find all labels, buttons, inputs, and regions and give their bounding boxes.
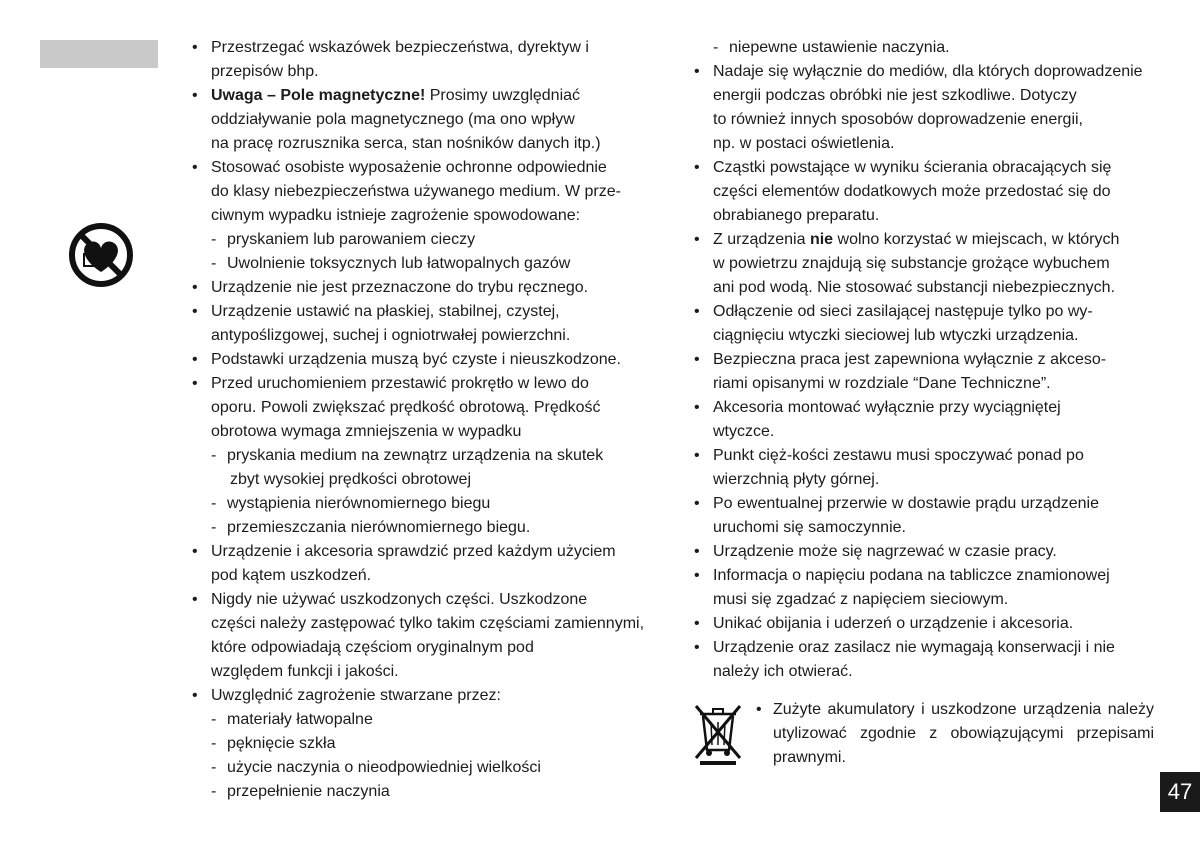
text-line: do klasy niebezpieczeństwa używanego medium. W prze- — [211, 183, 621, 200]
emphasis-nie: nie — [809, 231, 834, 248]
text-line: przepisów bhp. — [211, 63, 319, 80]
text-line: • Nigdy nie używać uszkodzonych części. Uszkodzone — [192, 588, 662, 612]
text-line: • Odłączenie od sieci zasilającej następuje tylko po wy- — [694, 300, 1164, 324]
text-line: - pryskania medium na zewnątrz urządzenia na skutek — [192, 444, 662, 468]
text-line: części należy zastępować tylko takim częściami zamiennymi, — [211, 615, 645, 632]
text-line: ciągnięciu wtyczki sieciowej lub wtyczki urządzenia. — [713, 327, 1079, 344]
text-line: riami opisanymi w rozdziale “Dane Techniczne”. — [713, 375, 1051, 392]
text-line: obrabianego preparatu. — [713, 207, 880, 224]
text-line: wierzchnią płyty górnej. — [713, 471, 880, 488]
text-line: • Urządzenie może się nagrzewać w czasie pracy. — [694, 540, 1164, 564]
text-line: • Urządzenie ustawić na płaskiej, stabilnej, czystej, — [192, 300, 662, 324]
text-line: • Unikać obijania i uderzeń o urządzenie i akcesoria. — [694, 612, 1164, 636]
text-line: należy ich otwierać. — [713, 663, 853, 680]
text-line: oddziaływanie pola magnetycznego (ma ono wpływ — [211, 111, 575, 128]
right-column — [694, 36, 1164, 684]
text-line: utylizować zgodnie z obowiązującymi przepisami — [773, 725, 1154, 742]
text-line: • Urządzenie i akcesoria sprawdzić przed każdym użyciem — [192, 540, 662, 564]
text-line: • Urządzenie oraz zasilacz nie wymagają konserwacji i nie — [694, 636, 1164, 660]
text-line: Zużyte akumulatory i uszkodzone urządzenia należy — [773, 701, 1154, 718]
text-line: to również innych sposobów doprowadzenie energii, — [713, 111, 1083, 128]
no-pacemaker-icon — [68, 222, 134, 288]
text-line: • Podstawki urządzenia muszą być czyste i nieuszkodzone. — [192, 348, 662, 372]
text-line: • Urządzenie nie jest przeznaczone do trybu ręcznego. — [192, 276, 662, 300]
text-line: pod kątem uszkodzeń. — [211, 567, 372, 584]
text-line: na pracę rozrusznika serca, stan nośników danych itp.) — [211, 135, 601, 152]
left-column — [192, 36, 662, 804]
text-line: - pryskaniem lub parowaniem cieczy — [192, 228, 662, 252]
text-line: • Informacja o napięciu podana na tabliczce znamionowej — [694, 564, 1164, 588]
text-line: • Z urządzenia nie wolno korzystać w miejscach, w których — [694, 228, 1164, 252]
text-line: obrotowa wymaga zmniejszenia w wypadku — [211, 423, 522, 440]
text-line: - pęknięcie szkła — [192, 732, 662, 756]
text-line: części elementów dodatkowych może przedostać się do — [713, 183, 1111, 200]
text-line: • Stosować osobiste wyposażenie ochronne odpowiednie — [192, 156, 662, 180]
text-line: oporu. Powoli zwiększać prędkość obrotową. Prędkość — [211, 399, 601, 416]
section-tab — [40, 40, 158, 68]
text-line: uruchomi się samoczynnie. — [713, 519, 906, 536]
text-line: - niepewne ustawienie naczynia. — [694, 36, 1164, 60]
crossed-bin-icon — [692, 700, 744, 766]
disposal-note — [756, 698, 1154, 770]
text-line: - użycie naczynia o nieodpowiedniej wielkości — [192, 756, 662, 780]
text-line: • Punkt cięż-kości zestawu musi spoczywać ponad po — [694, 444, 1164, 468]
text-line: w powietrzu znajdują się substancje grożące wybuchem — [713, 255, 1110, 272]
text-line: • Bezpieczna praca jest zapewniona wyłącznie z akceso- — [694, 348, 1164, 372]
text-line: • Akcesoria montować wyłącznie przy wyciągniętej — [694, 396, 1164, 420]
text-line: które odpowiadają częściom oryginalnym pod — [211, 639, 534, 656]
text-line: wtyczce. — [713, 423, 775, 440]
text-line: • Przestrzegać wskazówek bezpieczeństwa, dyrektyw i — [192, 36, 662, 60]
text-line: względem funkcji i jakości. — [211, 663, 399, 680]
text-line: zbyt wysokiej prędkości obrotowej — [230, 471, 471, 488]
text-line: antypoślizgowej, suchej i ogniotrwałej powierzchni. — [211, 327, 571, 344]
text-line: - przepełnienie naczynia — [192, 780, 662, 804]
page-number: 47 — [1160, 772, 1200, 812]
text-line: • Uwaga – Pole magnetyczne! Prosimy uwzględniać — [192, 84, 662, 108]
text-line: • Przed uruchomieniem przestawić prokrętło w lewo do — [192, 372, 662, 396]
text-line: • Uwzględnić zagrożenie stwarzane przez: — [192, 684, 662, 708]
warning-heading: Uwaga – Pole magnetyczne! — [211, 87, 426, 104]
text-line: ani pod wodą. Nie stosować substancji niebezpiecznych. — [713, 279, 1116, 296]
text-line: - przemieszczania nierównomiernego biegu. — [192, 516, 662, 540]
text-line: - Uwolnienie toksycznych lub łatwopalnych gazów — [192, 252, 662, 276]
text-line: np. w postaci oświetlenia. — [713, 135, 895, 152]
text-line: - materiały łatwopalne — [192, 708, 662, 732]
text-line: • Po ewentualnej przerwie w dostawie prądu urządzenie — [694, 492, 1164, 516]
text-line: prawnymi. — [773, 749, 846, 766]
text-line: • Nadaje się wyłącznie do mediów, dla których doprowadzenie — [694, 60, 1164, 84]
text-line: musi się zgadzać z napięciem sieciowym. — [713, 591, 1009, 608]
text-line: energii podczas obróbki nie jest szkodliwe. Dotyczy — [713, 87, 1077, 104]
bullet: • — [756, 701, 762, 718]
text-line: • Cząstki powstające w wyniku ścierania obracających się — [694, 156, 1164, 180]
text-line: ciwnym wypadku istnieje zagrożenie spowodowane: — [211, 207, 581, 224]
text-line: - wystąpienia nierównomiernego biegu — [192, 492, 662, 516]
